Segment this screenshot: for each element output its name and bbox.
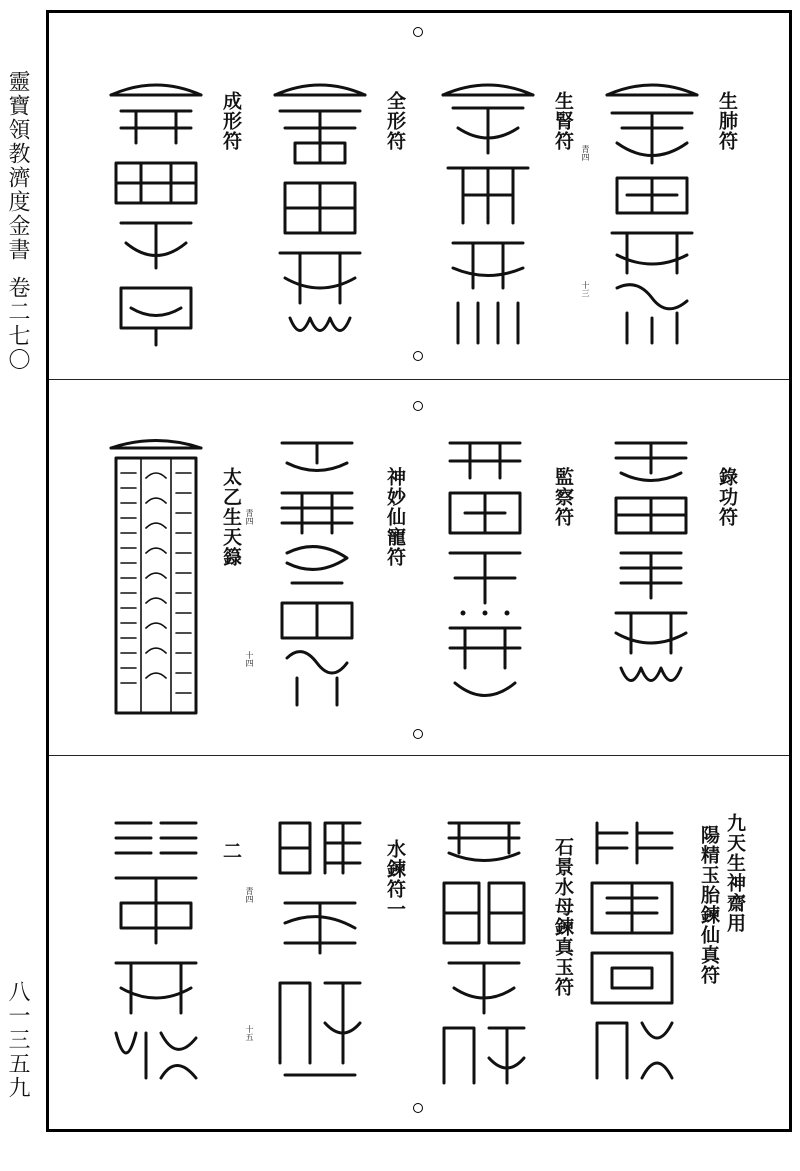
talisman-label-divine: 神妙仙寵符 — [384, 467, 406, 567]
talisman-glyph-icon — [429, 813, 539, 1093]
panel-divider-1 — [49, 379, 789, 380]
talisman-glyph-icon — [433, 73, 543, 353]
talisman-label-taiyi: 太乙生天籙 — [220, 467, 242, 567]
panel1-mark-top: 青四 — [581, 145, 590, 161]
talisman-label-yangjing: 陽精玉胎鍊仙真符 — [698, 825, 720, 985]
panel-divider-2 — [49, 755, 789, 756]
talisman-label-complete-form: 成形符 — [220, 91, 242, 151]
talisman-glyph-icon — [265, 73, 375, 353]
book-title — [6, 70, 28, 372]
talisman-label-lung: 生肺符 — [716, 91, 738, 151]
talisman-glyph-icon — [601, 433, 701, 713]
panel2-mark-top: 青四 — [245, 509, 254, 525]
talisman-glyph-icon — [101, 433, 211, 723]
panel3-mark-top: 青四 — [245, 887, 254, 903]
talisman-label-merit: 錄功符 — [716, 467, 738, 527]
panel3-mark-bottom: 十五 — [245, 1025, 254, 1041]
talisman-label-shijing: 石景水母鍊真玉符 — [552, 837, 574, 997]
ring-marker-icon — [413, 729, 423, 739]
talisman-glyph-icon — [265, 813, 375, 1093]
volume-label: 卷二七〇 — [5, 276, 30, 372]
talisman-label-water: 水鍊符一 — [384, 839, 406, 919]
ring-marker-icon — [413, 27, 423, 37]
talisman-glyph-icon — [597, 73, 707, 353]
talisman-label-full-form: 全形符 — [384, 91, 406, 151]
talisman-label-supervise: 監察符 — [552, 467, 574, 527]
talisman-glyph-icon — [267, 433, 367, 713]
panel2-mark-bottom: 十四 — [245, 651, 254, 667]
talisman-glyph-icon — [577, 813, 687, 1093]
talisman-label-kidney: 生腎符 — [552, 91, 574, 151]
ring-marker-icon — [413, 351, 423, 361]
ring-marker-icon — [413, 1103, 423, 1113]
talisman-glyph-icon — [101, 813, 211, 1093]
page-frame — [46, 10, 792, 1132]
page-number: 八一三五九 — [5, 980, 30, 1100]
panel1-mark-bottom: 十三 — [581, 281, 590, 297]
talisman-glyph-icon — [435, 433, 535, 713]
talisman-note-jiutian: 九天生神齋用 — [724, 813, 746, 933]
talisman-glyph-icon — [101, 73, 211, 353]
book-title-text: 靈寶領教濟度金書 — [5, 70, 30, 262]
talisman-label-two: 二 — [220, 841, 242, 861]
ring-marker-icon — [413, 401, 423, 411]
